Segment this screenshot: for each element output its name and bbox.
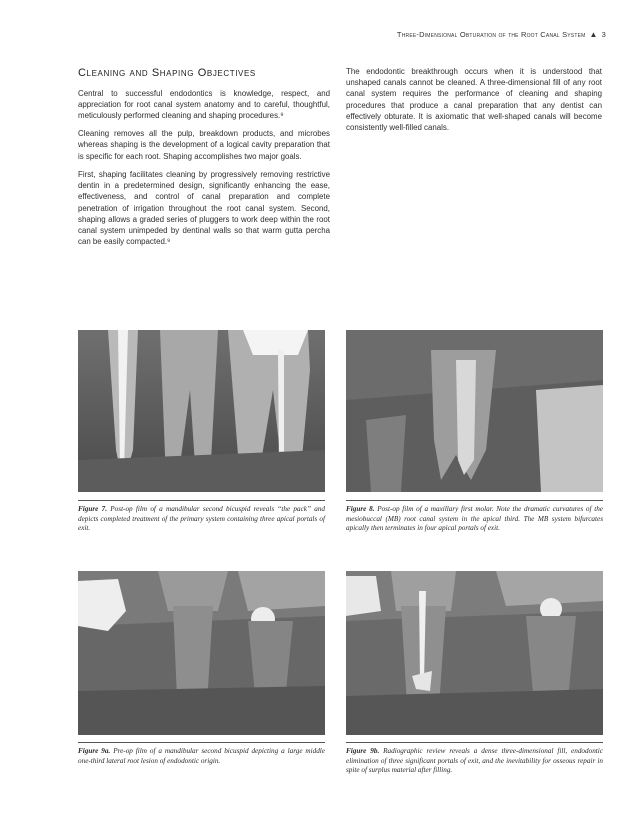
figure-label: Figure 7. — [78, 505, 108, 513]
caption-text: Radiographic review reveals a dense three-dimensional fill, endodontic elimination of three significant portals of exit, and the inevitability for osseous repair in spite of surplus material after filling. — [346, 747, 603, 775]
figure-9a-caption — [78, 747, 325, 766]
figure-9a-radiograph — [78, 571, 325, 735]
figure-label: Figure 9a. — [78, 747, 111, 755]
caption-text: Post-op film of a maxillary first molar. Note the dramatic curvatures of the mesiobuccal (MB) root canal system in the apical third. The MB system bifurcates apically then terminates in four apical portals of exit. — [346, 505, 603, 533]
figure-8-caption — [346, 505, 603, 534]
figure-rule — [346, 742, 603, 743]
paragraph: Cleaning removes all the pulp, breakdown products, and microbes whereas shaping is the development of a logical cavity preparation that is specific for each root. Shaping accomplishes two major goals. — [78, 129, 330, 161]
figure-9b-caption — [346, 747, 603, 776]
figure-7-radiograph — [78, 330, 325, 492]
figure-rule — [78, 500, 325, 501]
triangle-icon: ▲ — [589, 30, 598, 39]
figure-label: Figure 9b. — [346, 747, 380, 755]
caption-text: Pre-op film of a mandibular second bicuspid depicting a large middle one-third lateral root lesion of endodontic origin. — [78, 747, 325, 765]
paragraph: First, shaping facilitates cleaning by progressively removing restrictive dentin in a predetermined design, significantly enhancing the ease, effectiveness, and control of canal preparation and complete penetration of irrigation throughout the root canal system. Second, shaping allows a graded series of pluggers to work deep within the root canal system unimpeded by dentinal walls so that warm gutta percha can be easily compacted.⁹ — [78, 169, 330, 247]
page-number: 3 — [601, 30, 606, 39]
figure-9b-radiograph — [346, 571, 603, 735]
paragraph: Central to successful endodontics is knowledge, respect, and appreciation for root canal system anatomy and to careful, thoughtful, meticulously performed cleaning and shaping procedures.⁹ — [78, 88, 330, 121]
figure-8-radiograph — [346, 330, 603, 492]
running-title: Three-Dimensional Obturation of the Root Canal System — [396, 30, 586, 39]
section-heading: Cleaning and Shaping Objectives — [78, 67, 256, 79]
figure-rule — [346, 500, 603, 501]
running-header — [397, 30, 606, 39]
caption-text: Post-op film of a mandibular second bicuspid reveals “the pack” and depicts completed treatment of the primary system containing three apical portals of exit. — [78, 505, 326, 533]
left-column — [78, 66, 330, 254]
figure-label: Figure 8. — [346, 505, 375, 513]
figure-rule — [78, 742, 325, 743]
paragraph: The endodontic breakthrough occurs when it is understood that unshaped canals cannot be cleaned. A three-dimensional fill of any root canal system requires the performance of cleaning and shaping procedures that produce a canal preparation that any dentist can effectively obturate. It is axiomatic that well-shaped canals will become consistently well-filled canals. — [346, 67, 602, 133]
right-column — [346, 66, 602, 140]
figure-7-caption — [78, 505, 325, 534]
